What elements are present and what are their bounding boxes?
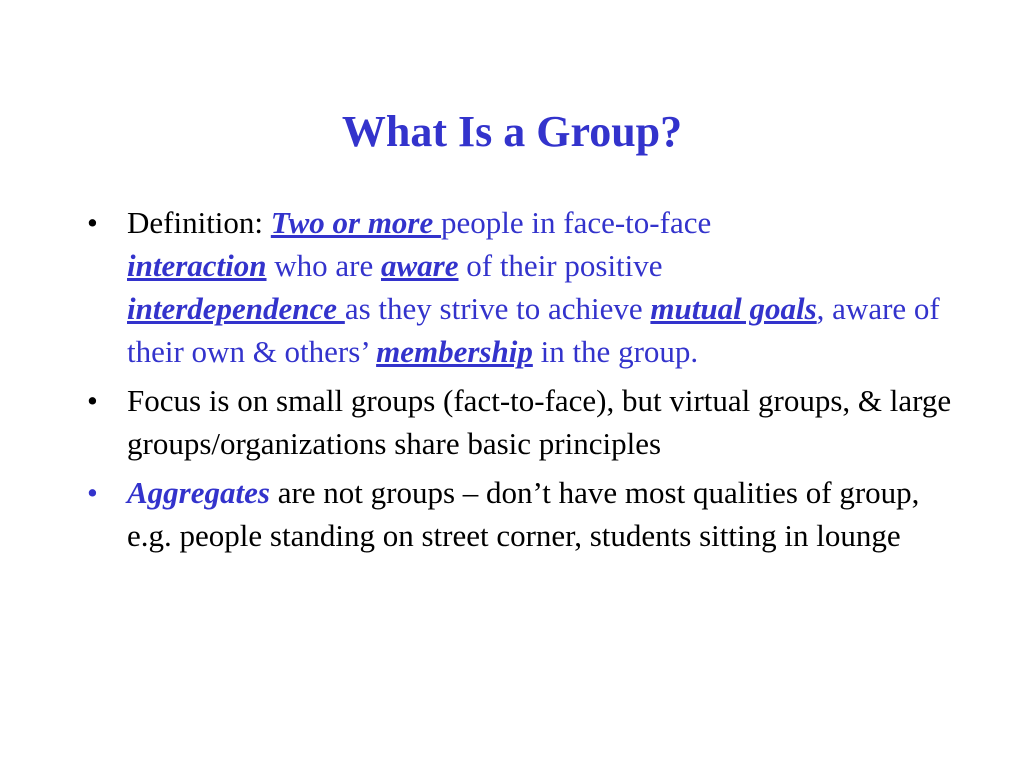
- term-two-or-more: Two or more: [270, 205, 442, 240]
- definition-text-4: as they strive to achieve: [344, 291, 651, 326]
- bullet-aggregates: [80, 471, 960, 557]
- definition-text-5: , aware of their own & others’: [127, 291, 940, 369]
- bullet-focus: [80, 379, 960, 465]
- term-interaction: interaction: [127, 248, 267, 283]
- definition-text-2: who are: [266, 248, 381, 283]
- term-membership: membership: [376, 334, 533, 369]
- bullet-definition: [80, 201, 960, 373]
- bullet-glyph: •: [87, 383, 98, 418]
- focus-text: Focus is on small groups (fact-to-face), but virtual groups, & large groups/organizations share basic principles: [127, 383, 952, 461]
- term-mutual-goals: mutual goals: [650, 291, 817, 326]
- definition-label: Definition:: [127, 205, 264, 240]
- aggregates-text: are not groups – don’t have most qualities of group, e.g. people standing on street corner, students sitting in lounge: [127, 475, 920, 553]
- term-interdependence: interdependence: [127, 291, 345, 326]
- slide-title: What Is a Group?: [341, 107, 683, 156]
- definition-text-6: in the group.: [532, 334, 699, 369]
- bullet-list: [80, 201, 960, 563]
- definition-text-1: people in face-to-face: [441, 205, 712, 240]
- bullet-glyph: •: [87, 475, 98, 510]
- bullet-glyph: •: [87, 205, 98, 240]
- term-aggregates: Aggregates: [127, 475, 270, 510]
- term-aware: aware: [381, 248, 459, 283]
- definition-text-3: of their positive: [458, 248, 663, 283]
